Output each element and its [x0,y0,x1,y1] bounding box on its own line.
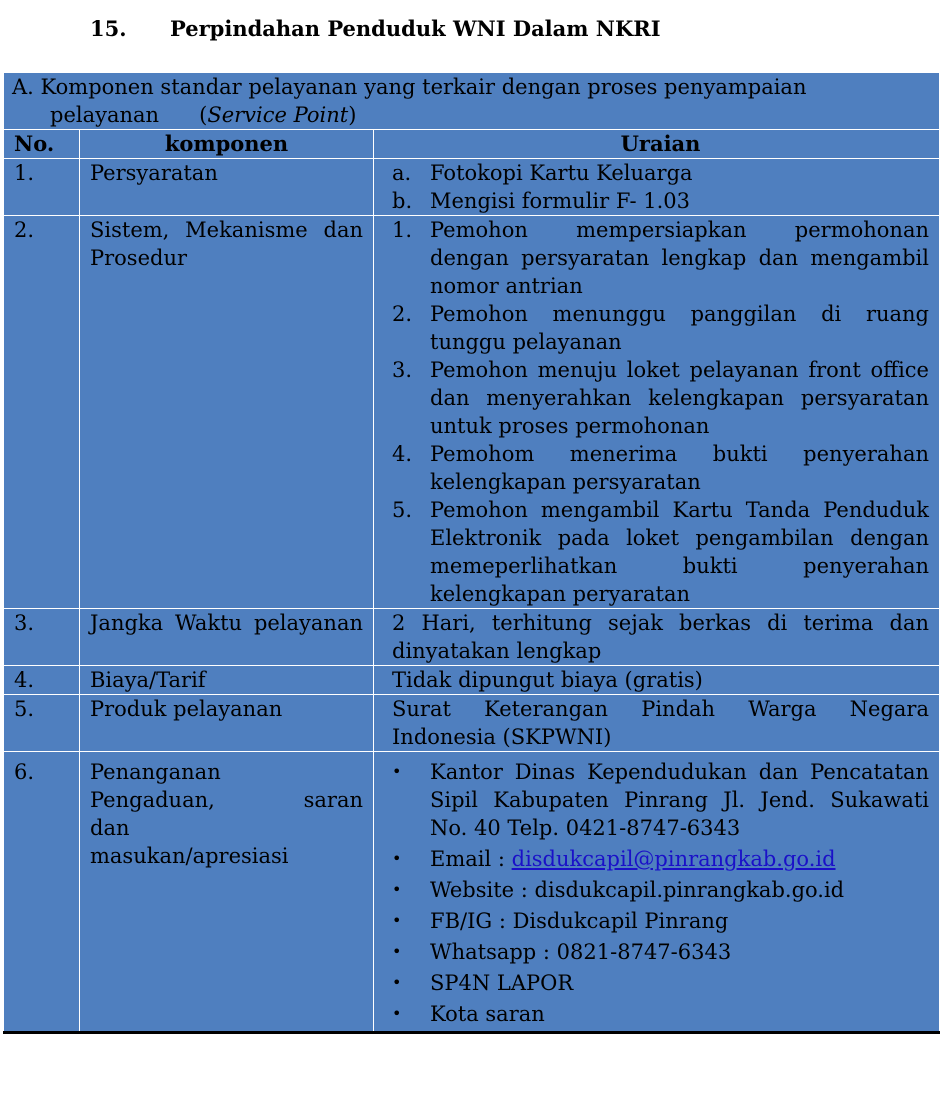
list-marker: 1. [392,218,413,242]
website-line: Website : disdukcapil.pinrangkab.go.id [430,878,845,902]
whatsapp-line: Whatsapp : 0821-8747-6343 [430,940,732,964]
row-number: 1. [4,159,80,216]
list-item [392,159,929,187]
list-marker: 3. [392,358,413,382]
list-text: Pemohon mengambil Kartu Tanda Penduduk Elektronik pada loket pengambilan dengan memeperlihatkan bukti penyerahan kelengkapan peryaratan [430,498,929,606]
email-label: Email : [430,847,512,871]
list-text: Pemohon menunggu panggilan di ruang tunggu pelayanan [430,302,929,354]
list-item [392,938,929,966]
row-component: Sistem, Mekanisme dan Prosedur [80,216,374,609]
row-component: Jangka Waktu pelayanan [80,609,374,666]
row-number: 6. [4,752,80,1033]
row-number: 5. [4,695,80,752]
paren-open: ( [199,103,208,127]
heading-title: Perpindahan Penduduk WNI Dalam NKRI [170,16,661,41]
sp4n-line: SP4N LAPOR [430,971,574,995]
bullet-icon: • [392,911,402,930]
bullet-icon: • [392,942,402,961]
complaint-channel-list [392,758,929,1028]
list-marker: b. [392,189,413,213]
list-item [392,356,929,440]
suggestion-box-line: Kota saran [430,1002,545,1026]
list-item [392,300,929,356]
email-link[interactable]: disdukcapil@pinrangkab.go.id [511,847,836,871]
bullet-icon: • [392,880,402,899]
list-marker: 5. [392,498,413,522]
table-row [4,609,940,666]
row-component: Persyaratan [80,159,374,216]
procedure-list [392,216,929,608]
service-standard-table [3,72,940,1034]
list-item [392,758,929,842]
bullet-icon: • [392,1004,402,1023]
row-component [80,752,374,1033]
list-item [392,845,929,873]
social-media-line: FB/IG : Disdukcapil Pinrang [430,909,729,933]
bullet-icon: • [392,973,402,992]
column-header-component: komponen [80,130,374,159]
section-header-row [4,73,940,130]
row-description [374,695,940,752]
component-line: Pengaduan, saran [90,788,363,812]
fee-text: Tidak dipungut biaya (gratis) [392,668,703,692]
column-header-row [4,130,940,159]
list-item [392,187,929,215]
section-title-italic: Service Point [207,103,349,127]
bullet-icon: • [392,849,402,868]
row-description [374,666,940,695]
requirements-list [392,159,929,215]
bullet-icon: • [392,762,402,781]
list-item [392,1000,929,1028]
list-item [392,440,929,496]
row-number: 4. [4,666,80,695]
email-line [430,845,929,873]
row-component: Produk pelayanan [80,695,374,752]
list-text: Pemohom menerima bukti penyerahan kelengkapan persyaratan [430,442,929,494]
table-row [4,159,940,216]
list-item [392,876,929,904]
list-text: Mengisi formulir F- 1.03 [430,189,690,213]
table-row [4,216,940,609]
row-number: 3. [4,609,80,666]
section-title [4,73,940,130]
list-item [392,969,929,997]
table-row [4,752,940,1033]
section-title-line2 [12,101,931,129]
row-description [374,216,940,609]
column-header-description: Uraian [374,130,940,159]
component-line: Penanganan [90,760,221,784]
row-component: Biaya/Tarif [80,666,374,695]
row-number: 2. [4,216,80,609]
list-item [392,216,929,300]
list-marker: 2. [392,302,413,326]
component-line: dan [90,816,130,840]
row-description [374,752,940,1033]
table-row [4,695,940,752]
row-description [374,609,940,666]
paren-close: ) [348,103,357,127]
table-row [4,666,940,695]
list-text: Pemohon menuju loket pelayanan front office dan menyerahkan kelengkapan persyaratan untuk proses permohonan [430,358,929,438]
service-product-text: Surat Keterangan Pindah Warga Negara Indonesia (SKPWNI) [392,697,929,749]
list-text: Fotokopi Kartu Keluarga [430,161,693,185]
list-text: Pemohon mempersiapkan permohonan dengan persyaratan lengkap dan mengambil nomor antrian [430,218,929,298]
section-title-line1: A. Komponen standar pelayanan yang terkair dengan proses penyampaian [12,75,807,99]
list-marker: 4. [392,442,413,466]
list-item [392,496,929,608]
heading-number: 15. [90,16,127,41]
row-description [374,159,940,216]
service-duration-text: 2 Hari, terhitung sejak berkas di terima dan dinyatakan lengkap [392,611,929,663]
list-item [392,907,929,935]
section-title-plain: pelayanan [50,103,160,127]
component-line: masukan/apresiasi [90,844,289,868]
page-heading [90,16,661,41]
office-address: Kantor Dinas Kependudukan dan Pencatatan Sipil Kabupaten Pinrang Jl. Jend. Sukawati No. 40 Telp. 0421-8747-6343 [430,760,929,840]
column-header-no: No. [4,130,80,159]
list-marker: a. [392,161,412,185]
